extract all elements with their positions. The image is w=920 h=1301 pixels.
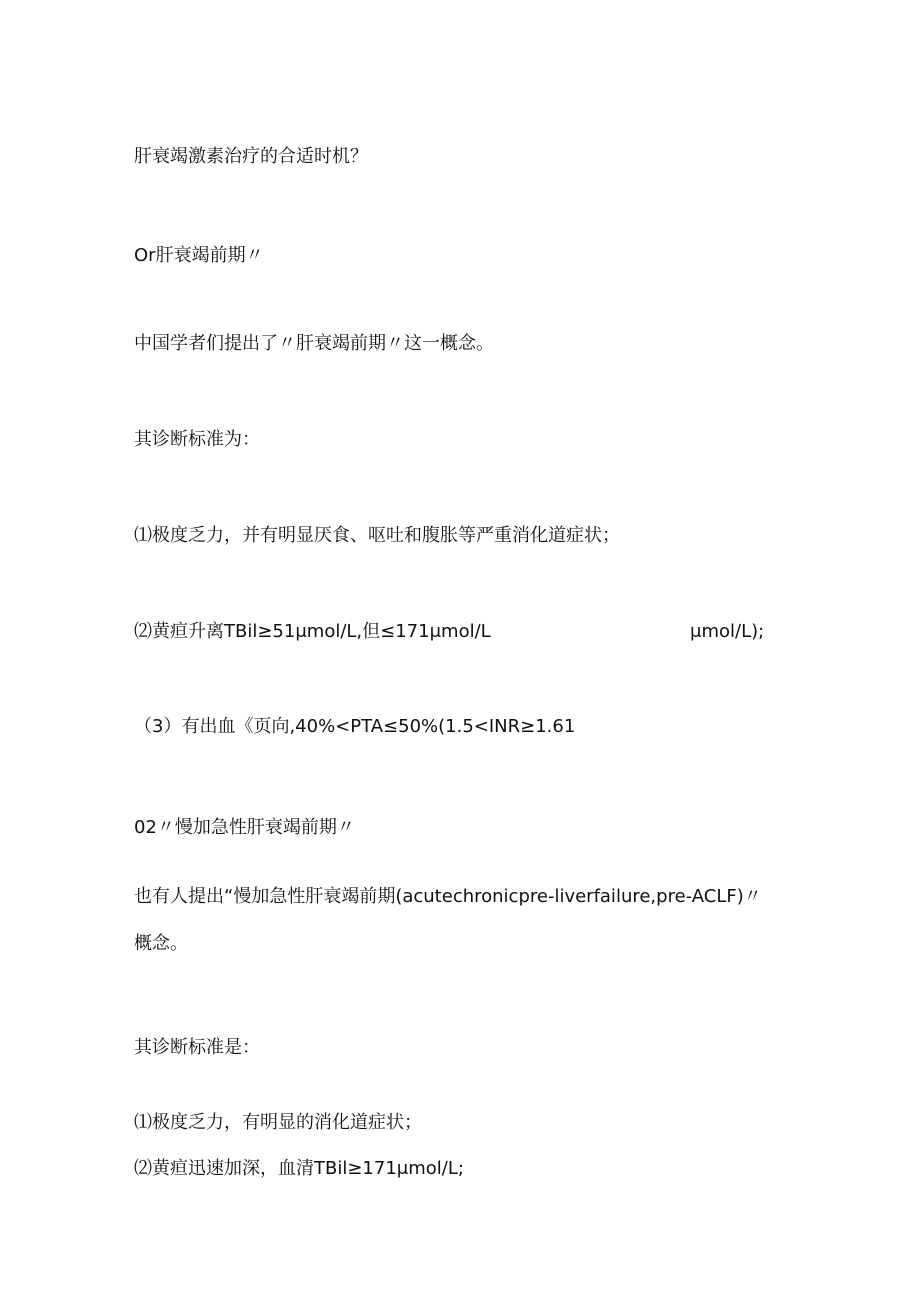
section-heading-01: Or肝衰竭前期〃 <box>134 245 264 266</box>
criteria-item-1: ⑴极度乏力，并有明显厌食、呕吐和腹胀等严重消化道症状； <box>134 525 620 546</box>
section-heading-02: 02〃慢加急性肝衰竭前期〃 <box>134 817 355 838</box>
criteria2-item-2: ⑵黄疸迅速加深，血清TBil≥171μmol∕L; <box>134 1158 464 1179</box>
criteria-heading: 其诊断标准为： <box>134 429 260 450</box>
criteria2-item-1: ⑴极度乏力，有明显的消化道症状； <box>134 1112 422 1133</box>
criteria-heading-2: 其诊断标准是： <box>134 1037 260 1058</box>
question-heading: 肝衰竭激素治疗的合适时机？ <box>134 146 368 167</box>
criteria-item-2-tail: μmol∕L); <box>690 621 765 642</box>
paragraph-concept: 中国学者们提出了〃肝衰竭前期〃这一概念。 <box>134 333 494 354</box>
criteria-item-3: （3）有出血《页向,40%<PTA≤50%(1.5<INR≥1.61 <box>134 716 576 737</box>
paragraph-pre-aclf-cont: 概念。 <box>134 933 188 954</box>
paragraph-pre-aclf: 也有人提出“慢加急性肝衰竭前期(acutechronicpre-liverfailure,pre-ACLF)〃 <box>134 886 762 907</box>
criteria-item-2: ⑵黄疸升离TBil≥51μmol∕L,但≤171μmol∕L <box>134 621 491 642</box>
